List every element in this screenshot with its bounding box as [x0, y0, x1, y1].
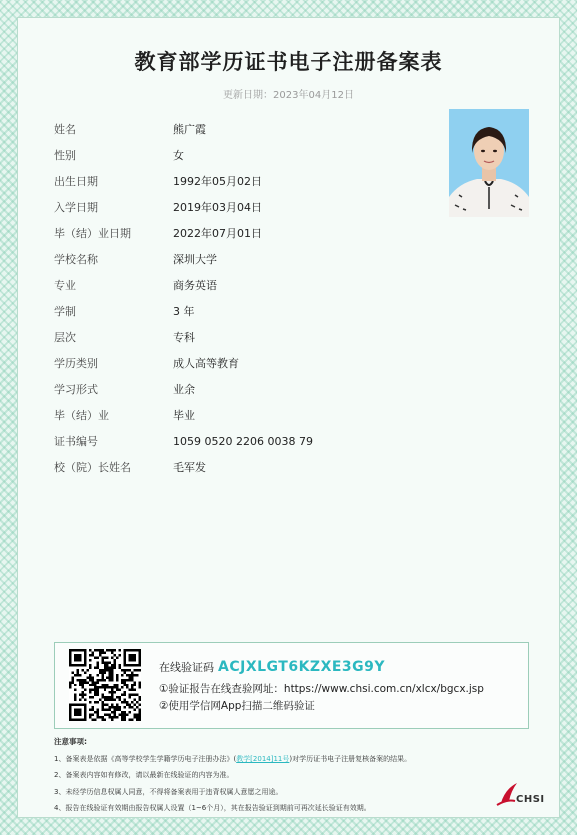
field-value: 成人高等教育	[173, 357, 239, 370]
verification-code-line	[159, 659, 385, 675]
field-label: 入学日期	[54, 201, 98, 214]
field-value: 1992年05月02日	[173, 175, 262, 188]
verification-code: ACJXLGT6KZXE3G9Y	[218, 659, 386, 675]
info-row	[54, 454, 313, 480]
field-label: 毕（结）业	[54, 409, 109, 422]
note-text: 1、备案表是依据《高等学校学生学籍学历电子注册办法》(	[54, 754, 237, 763]
field-label: 出生日期	[54, 175, 98, 188]
verification-code-label: 在线验证码	[159, 661, 214, 674]
field-label: 层次	[54, 331, 76, 344]
field-value: 专科	[173, 331, 195, 344]
info-row	[54, 298, 313, 324]
info-row	[54, 194, 313, 220]
notes-section	[54, 734, 524, 817]
qr-code-icon[interactable]	[69, 649, 141, 721]
verify-app-text: ②使用学信网App扫描二维码验证	[159, 700, 315, 712]
field-label: 学校名称	[54, 253, 98, 266]
field-value: 业余	[173, 383, 195, 396]
field-value: 毕业	[173, 409, 195, 422]
note-item	[54, 751, 524, 768]
field-label: 证书编号	[54, 435, 98, 448]
policy-link[interactable]: 教学[2014]11号	[236, 754, 290, 763]
info-row	[54, 428, 313, 454]
info-row	[54, 376, 313, 402]
certificate-sheet	[17, 17, 560, 818]
field-label: 学习形式	[54, 383, 98, 396]
chsi-logo-text: CHSI	[516, 794, 545, 805]
info-row	[54, 272, 313, 298]
field-value: 1059 0520 2206 0038 79	[173, 434, 313, 448]
info-row	[54, 246, 313, 272]
field-value: 3 年	[173, 305, 195, 318]
info-row	[54, 324, 313, 350]
field-value: 女	[173, 149, 184, 162]
note-item: 4、报告在线验证有效期由报告权属人设置（1~6个月），其在报告验证到期前可再次延长验证有效期。	[54, 804, 371, 812]
field-value: 毛军发	[173, 461, 206, 474]
note-item: 3、未经学历信息权属人同意，不得将备案表用于违背权属人意愿之用途。	[54, 787, 283, 796]
field-label: 姓名	[54, 123, 76, 136]
note-item: 2、备案表内容如有修改，请以最新在线验证的内容为准。	[54, 771, 234, 779]
update-date: 更新日期：2023年04月12日	[223, 90, 354, 101]
notes-title: 注意事项:	[54, 737, 87, 746]
note-text: )对学历证书电子注册复核备案的结果。	[289, 754, 412, 763]
field-value: 商务英语	[173, 279, 217, 292]
info-row	[54, 142, 313, 168]
info-row	[54, 168, 313, 194]
field-label: 专业	[54, 279, 76, 292]
field-value: 熊广霞	[173, 123, 206, 136]
field-label: 校（院）长姓名	[54, 461, 131, 474]
field-label: 学制	[54, 305, 76, 318]
verify-url-text: ①验证报告在线查验网址：https://www.chsi.com.cn/xlcx/bgcx.jsp	[159, 683, 484, 695]
field-value: 2019年03月04日	[173, 201, 262, 214]
field-value: 深圳大学	[173, 253, 217, 266]
info-row	[54, 350, 313, 376]
verification-panel	[54, 642, 529, 729]
field-label: 学历类别	[54, 357, 98, 370]
field-label: 性别	[54, 149, 76, 162]
info-row	[54, 402, 313, 428]
field-label: 毕（结）业日期	[54, 227, 131, 240]
field-value: 2022年07月01日	[173, 227, 262, 240]
portrait-icon	[449, 109, 529, 217]
info-table	[54, 116, 313, 480]
page-title: 教育部学历证书电子注册备案表	[134, 50, 443, 74]
info-row	[54, 220, 313, 246]
info-row	[54, 116, 313, 142]
student-photo	[449, 109, 529, 217]
